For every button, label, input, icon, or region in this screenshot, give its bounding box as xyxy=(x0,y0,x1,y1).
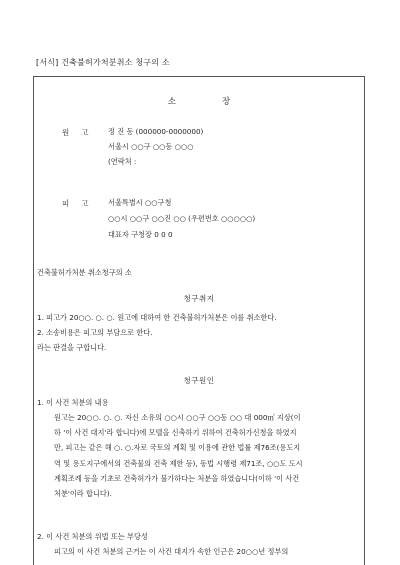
plaintiff-name: 정 진 동 (000000-0000000) xyxy=(108,127,204,136)
plaintiff-label: 원고 xyxy=(62,128,101,137)
claim-item: 2. 소송비용은 피고의 부담으로 한다. xyxy=(37,328,153,337)
section-body xyxy=(54,544,288,559)
cause-heading: 청구원인 xyxy=(183,376,215,385)
claim-item: 1. 피고가 20○○. ○. ○. 원고에 대하여 한 건축불허가처분은 이를 취소한다. xyxy=(37,313,277,322)
claim-heading: 청구취지 xyxy=(183,294,215,303)
defendant-label: 피고 xyxy=(62,199,101,208)
body-line: 처분'이라 합니다). xyxy=(54,489,112,499)
section-title: 2. 이 사건 처분의 위법 또는 부당성 xyxy=(37,532,148,541)
body-line: 원고는 20○○. ○. ○. 자신 소유의 ○○시 ○○구 ○○동 ○○ 대 000㎡ 지상(이 xyxy=(54,413,301,422)
case-name: 건축불허가처분 취소청구의 소 xyxy=(37,268,132,277)
body-line: 하 '이 사건 대지'라 합니다)에 모텔을 신축하기 위하여 건축허가신청을 하였지 xyxy=(54,428,297,438)
section-body xyxy=(54,410,303,501)
body-line: 계획조례 등을 기초로 건축허가가 불가하다는 처분을 하였습니다(이하 '이 사건 xyxy=(54,473,300,483)
plaintiff-contact: (연락처 : xyxy=(108,157,137,166)
defendant-address: ○○시 ○○구 ○○진 ○○ (우편번호 ○○○○○) xyxy=(108,214,256,223)
claim-conclusion: 라는 판결을 구합니다. xyxy=(37,343,107,352)
body-line: 만, 피고는 같은 해 ○. ○.자로 국토의 계획 및 이용에 관한 법률 제76조(용도지 xyxy=(54,443,301,453)
defendant-name: 서울특별시 ○○구청 xyxy=(108,198,172,207)
document-title: 소장 xyxy=(167,97,277,107)
form-caption: [서식] 건축불허가처분취소 청구의 소 xyxy=(36,58,170,67)
plaintiff-address: 서울시 ○○구 ○○동 ○○○ xyxy=(108,142,194,151)
body-line: 역 및 용도지구에서의 건축물의 건축 제한 등), 동법 시행령 제71조, ○○도 도시 xyxy=(54,458,303,468)
body-line: 피고의 이 사건 처분의 근거는 이 사건 대지가 속한 인근은 20○○년 정부의 xyxy=(54,547,289,556)
section-title: 1. 이 사건 처분의 내용 xyxy=(37,398,109,407)
defendant-representative: 대표자 구청장 0 0 0 xyxy=(108,230,173,239)
document-frame xyxy=(33,76,365,565)
